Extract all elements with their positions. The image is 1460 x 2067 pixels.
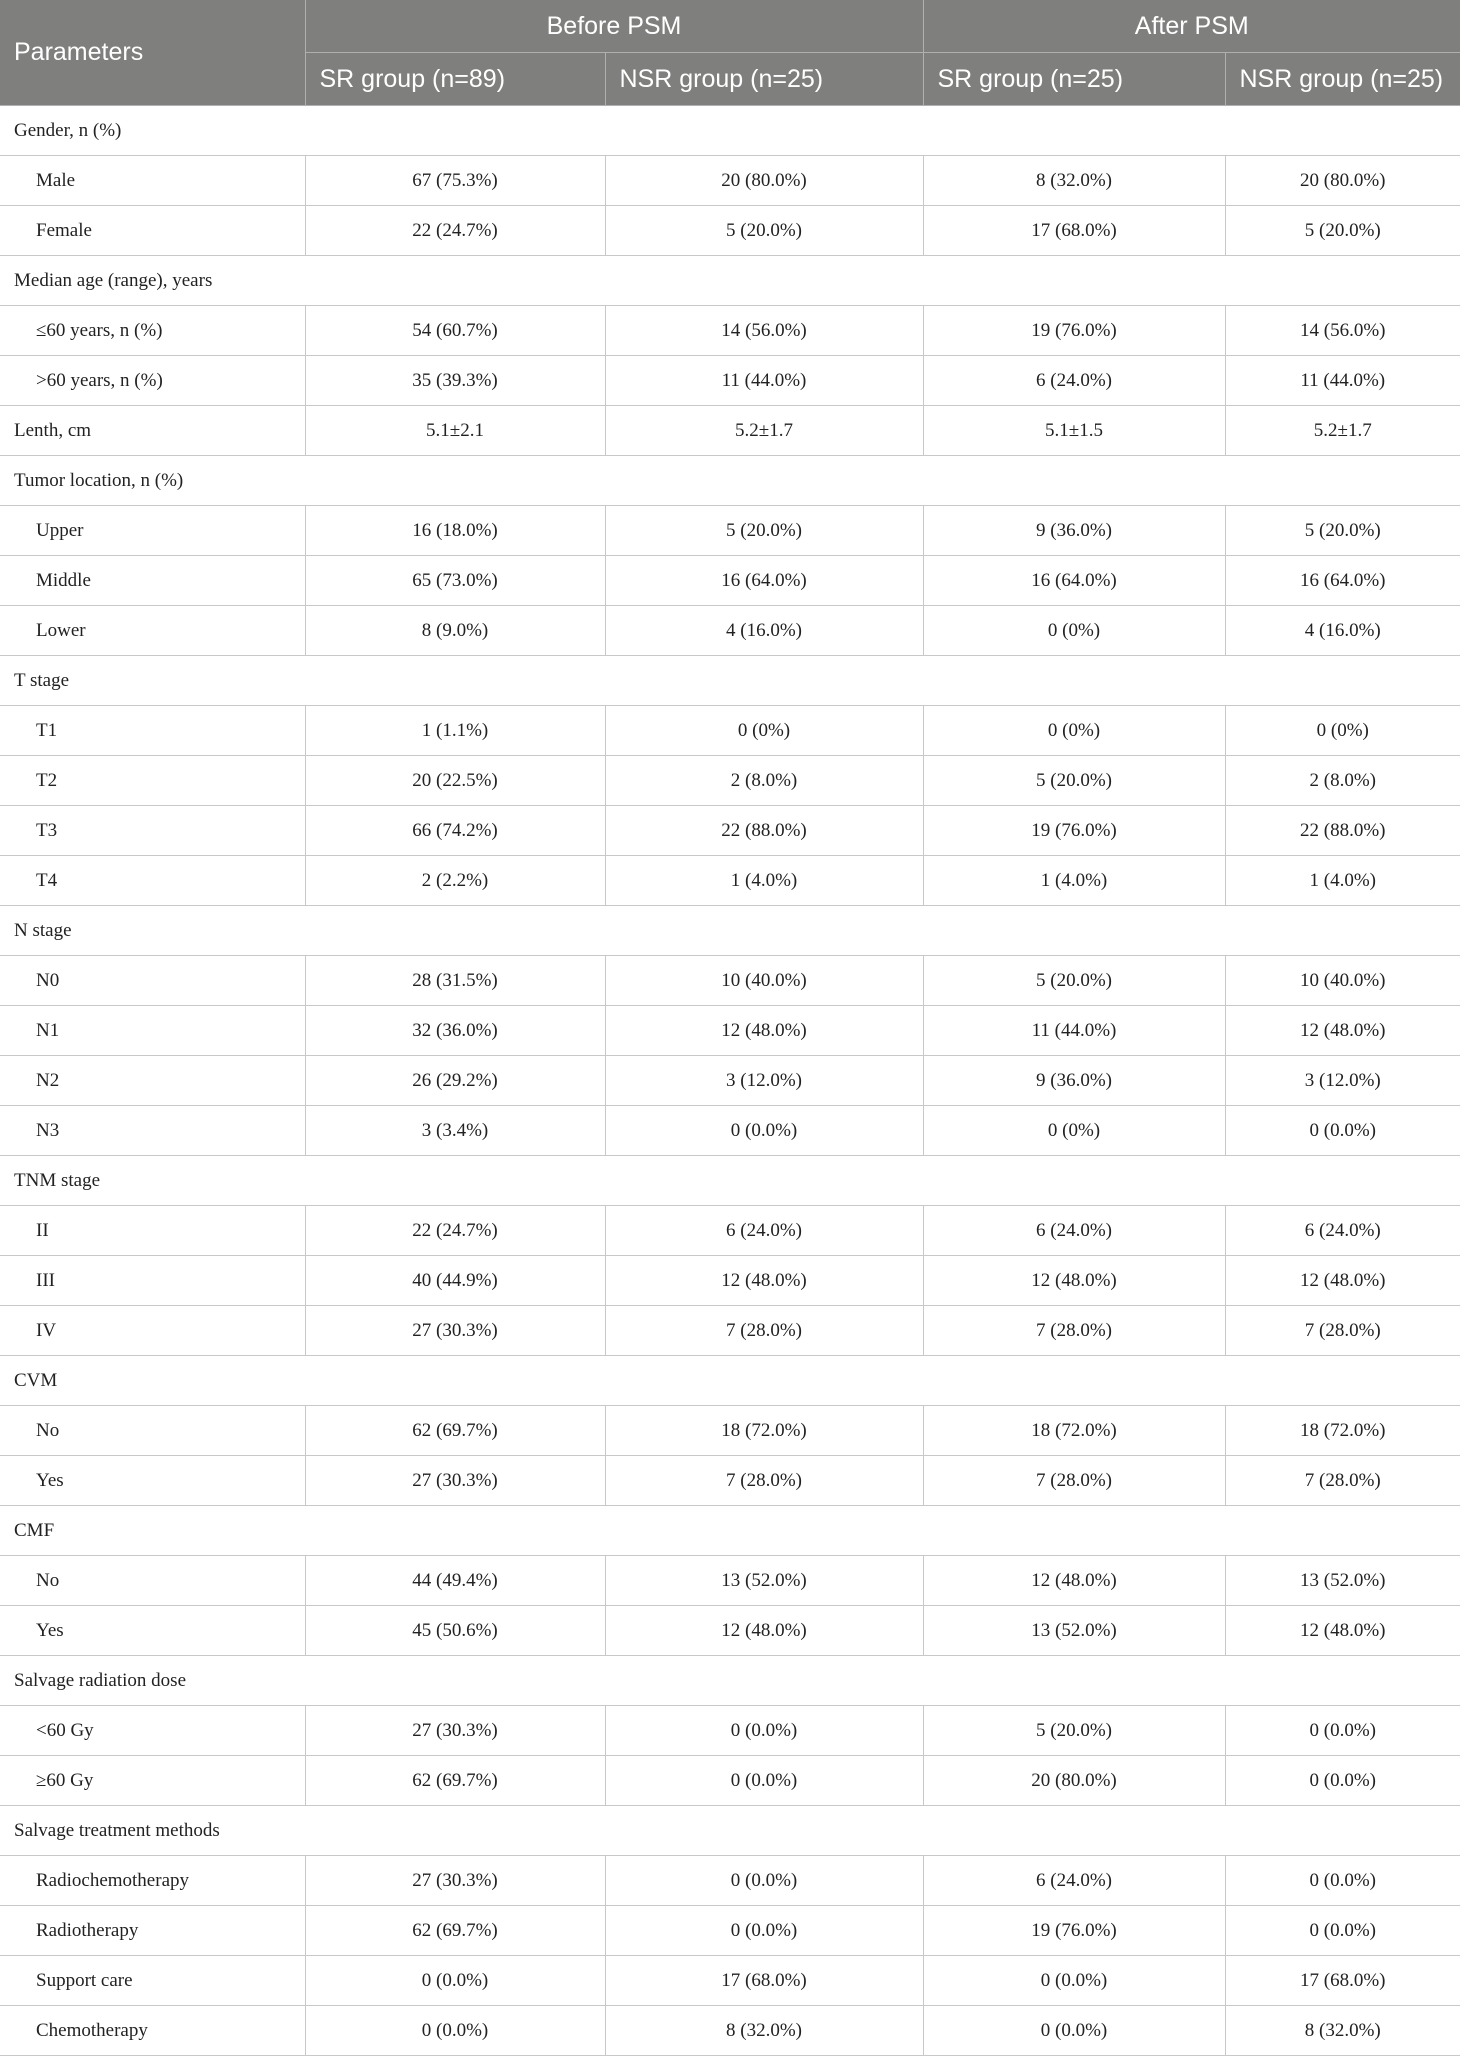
table-cell: 40 (44.9%) [305, 1256, 605, 1306]
table-cell: 2 (2.2%) [305, 856, 605, 906]
table-cell: 5 (20.0%) [923, 756, 1225, 806]
table-row [0, 1406, 1460, 1456]
table-row [0, 1106, 1460, 1156]
table-row [0, 306, 1460, 356]
table-cell: 14 (56.0%) [605, 306, 923, 356]
table-cell: 2 (8.0%) [605, 756, 923, 806]
table-row [0, 506, 1460, 556]
table-cell: 27 (30.3%) [305, 1456, 605, 1506]
table-cell: 5 (20.0%) [605, 506, 923, 556]
section-row [0, 1506, 1460, 1556]
row-label: No [0, 1406, 305, 1456]
table-row [0, 706, 1460, 756]
table-cell: 26 (29.2%) [305, 1056, 605, 1106]
table-cell: 27 (30.3%) [305, 1706, 605, 1756]
row-label: Support care [0, 1956, 305, 2006]
section-label: T stage [0, 656, 1460, 706]
table-cell: 66 (74.2%) [305, 806, 605, 856]
table-cell: 17 (68.0%) [605, 1956, 923, 2006]
table-cell: 1 (4.0%) [605, 856, 923, 906]
table-cell: 12 (48.0%) [1225, 1606, 1460, 1656]
header-row-groups [0, 0, 1460, 53]
table-cell: 1 (4.0%) [923, 856, 1225, 906]
table-cell: 13 (52.0%) [923, 1606, 1225, 1656]
table-row [0, 206, 1460, 256]
table-row [0, 1006, 1460, 1056]
section-row [0, 1156, 1460, 1206]
table-cell: 18 (72.0%) [923, 1406, 1225, 1456]
table-cell: 6 (24.0%) [923, 1206, 1225, 1256]
table-cell: 0 (0.0%) [1225, 1706, 1460, 1756]
table-cell: 6 (24.0%) [605, 1206, 923, 1256]
table-cell: 7 (28.0%) [1225, 1456, 1460, 1506]
table-row [0, 1856, 1460, 1906]
table-cell: 0 (0.0%) [1225, 1106, 1460, 1156]
row-label: Radiochemotherapy [0, 1856, 305, 1906]
table-cell: 0 (0.0%) [305, 1956, 605, 2006]
table-cell: 5 (20.0%) [605, 206, 923, 256]
table-row [0, 1756, 1460, 1806]
section-label: CMF [0, 1506, 1460, 1556]
table-cell: 4 (16.0%) [1225, 606, 1460, 656]
row-label: T4 [0, 856, 305, 906]
table-cell: 22 (24.7%) [305, 1206, 605, 1256]
table-cell: 19 (76.0%) [923, 806, 1225, 856]
table-cell: 8 (9.0%) [305, 606, 605, 656]
table-cell: 16 (64.0%) [1225, 556, 1460, 606]
row-label: No [0, 1556, 305, 1606]
table-cell: 28 (31.5%) [305, 956, 605, 1006]
table-cell: 65 (73.0%) [305, 556, 605, 606]
table-cell: 17 (68.0%) [1225, 1956, 1460, 2006]
table-header [0, 0, 1460, 106]
row-label: Yes [0, 1606, 305, 1656]
table-cell: 13 (52.0%) [1225, 1556, 1460, 1606]
table-row [0, 806, 1460, 856]
table-cell: 27 (30.3%) [305, 1306, 605, 1356]
table-cell: 12 (48.0%) [923, 1256, 1225, 1306]
table-cell: 12 (48.0%) [605, 1006, 923, 1056]
table-cell: 3 (3.4%) [305, 1106, 605, 1156]
header-after-psm: After PSM [923, 0, 1460, 53]
row-label: Lower [0, 606, 305, 656]
table-cell: 0 (0%) [1225, 706, 1460, 756]
table-cell: 0 (0.0%) [605, 1706, 923, 1756]
table-cell: 62 (69.7%) [305, 1756, 605, 1806]
section-row [0, 1806, 1460, 1856]
table-cell: 5 (20.0%) [1225, 506, 1460, 556]
table-cell: 54 (60.7%) [305, 306, 605, 356]
table-cell: 16 (18.0%) [305, 506, 605, 556]
table-cell: 18 (72.0%) [605, 1406, 923, 1456]
table-cell: 7 (28.0%) [923, 1306, 1225, 1356]
table-row [0, 606, 1460, 656]
table-cell: 3 (12.0%) [1225, 1056, 1460, 1106]
table-cell: 12 (48.0%) [605, 1256, 923, 1306]
table-cell: 22 (24.7%) [305, 206, 605, 256]
table-row [0, 1556, 1460, 1606]
table-cell: 16 (64.0%) [605, 556, 923, 606]
table-cell: 17 (68.0%) [923, 206, 1225, 256]
table-cell: 8 (32.0%) [1225, 2006, 1460, 2056]
table-cell: 1 (1.1%) [305, 706, 605, 756]
section-label: Median age (range), years [0, 256, 1460, 306]
table-cell: 0 (0.0%) [605, 1856, 923, 1906]
section-label: Tumor location, n (%) [0, 456, 1460, 506]
table-row [0, 1706, 1460, 1756]
section-row [0, 906, 1460, 956]
table-cell: 0 (0.0%) [605, 1906, 923, 1956]
header-before-psm: Before PSM [305, 0, 923, 53]
table-row [0, 1606, 1460, 1656]
table-cell: 44 (49.4%) [305, 1556, 605, 1606]
table-cell: 0 (0.0%) [305, 2006, 605, 2056]
row-label: <60 Gy [0, 1706, 305, 1756]
table-cell: 5 (20.0%) [923, 956, 1225, 1006]
table-cell: 16 (64.0%) [923, 556, 1225, 606]
table-cell: 13 (52.0%) [605, 1556, 923, 1606]
header-after-nsr-group: NSR group (n=25) [1225, 53, 1460, 106]
row-label: II [0, 1206, 305, 1256]
table-cell: 0 (0.0%) [605, 1756, 923, 1806]
row-label: T2 [0, 756, 305, 806]
table-cell: 7 (28.0%) [605, 1456, 923, 1506]
table-cell: 3 (12.0%) [605, 1056, 923, 1106]
table-cell: 0 (0%) [923, 706, 1225, 756]
table-cell: 12 (48.0%) [1225, 1006, 1460, 1056]
table-cell: 0 (0.0%) [1225, 1856, 1460, 1906]
table-cell: 12 (48.0%) [605, 1606, 923, 1656]
table-row [0, 2006, 1460, 2056]
row-label: Lenth, cm [0, 406, 305, 456]
table-cell: 19 (76.0%) [923, 1906, 1225, 1956]
table-cell: 7 (28.0%) [1225, 1306, 1460, 1356]
table-cell: 4 (16.0%) [605, 606, 923, 656]
table-cell: 10 (40.0%) [605, 956, 923, 1006]
table-cell: 20 (22.5%) [305, 756, 605, 806]
table-cell: 5 (20.0%) [1225, 206, 1460, 256]
table-cell: 62 (69.7%) [305, 1406, 605, 1456]
table-cell: 18 (72.0%) [1225, 1406, 1460, 1456]
table-cell: 11 (44.0%) [605, 356, 923, 406]
table-row [0, 1056, 1460, 1106]
table-row [0, 356, 1460, 406]
header-before-nsr-group: NSR group (n=25) [605, 53, 923, 106]
table-cell: 0 (0%) [923, 1106, 1225, 1156]
table-body [0, 106, 1460, 2056]
header-parameters: Parameters [0, 0, 305, 106]
table-cell: 12 (48.0%) [1225, 1256, 1460, 1306]
section-label: N stage [0, 906, 1460, 956]
section-row [0, 1356, 1460, 1406]
table-cell: 5 (20.0%) [923, 1706, 1225, 1756]
table-cell: 5.1±2.1 [305, 406, 605, 456]
table-cell: 7 (28.0%) [923, 1456, 1225, 1506]
table-cell: 14 (56.0%) [1225, 306, 1460, 356]
table-cell: 0 (0.0%) [923, 2006, 1225, 2056]
section-label: CVM [0, 1356, 1460, 1406]
table-cell: 27 (30.3%) [305, 1856, 605, 1906]
table-cell: 8 (32.0%) [605, 2006, 923, 2056]
row-label: T1 [0, 706, 305, 756]
table-cell: 9 (36.0%) [923, 506, 1225, 556]
table-cell: 0 (0.0%) [1225, 1906, 1460, 1956]
table-row [0, 1306, 1460, 1356]
table-row [0, 956, 1460, 1006]
table-row [0, 156, 1460, 206]
table-cell: 0 (0.0%) [923, 1956, 1225, 2006]
table-cell: 5.1±1.5 [923, 406, 1225, 456]
table-cell: 35 (39.3%) [305, 356, 605, 406]
table-cell: 11 (44.0%) [923, 1006, 1225, 1056]
section-row [0, 1656, 1460, 1706]
section-label: Gender, n (%) [0, 106, 1460, 156]
table-cell: 6 (24.0%) [923, 1856, 1225, 1906]
table-cell: 20 (80.0%) [923, 1756, 1225, 1806]
table-row [0, 856, 1460, 906]
table-cell: 22 (88.0%) [1225, 806, 1460, 856]
table-cell: 2 (8.0%) [1225, 756, 1460, 806]
table-cell: 62 (69.7%) [305, 1906, 605, 1956]
section-row [0, 656, 1460, 706]
row-label: N2 [0, 1056, 305, 1106]
table-cell: 10 (40.0%) [1225, 956, 1460, 1006]
table-cell: 11 (44.0%) [1225, 356, 1460, 406]
header-after-sr-group: SR group (n=25) [923, 53, 1225, 106]
table-cell: 32 (36.0%) [305, 1006, 605, 1056]
row-label: Middle [0, 556, 305, 606]
table-cell: 67 (75.3%) [305, 156, 605, 206]
row-label: Female [0, 206, 305, 256]
row-label: >60 years, n (%) [0, 356, 305, 406]
section-label: TNM stage [0, 1156, 1460, 1206]
table-row [0, 1956, 1460, 2006]
table-cell: 0 (0.0%) [605, 1106, 923, 1156]
table-cell: 5.2±1.7 [1225, 406, 1460, 456]
table-row [0, 1906, 1460, 1956]
section-label: Salvage treatment methods [0, 1806, 1460, 1856]
table-cell: 0 (0.0%) [1225, 1756, 1460, 1806]
table-row [0, 406, 1460, 456]
table-cell: 22 (88.0%) [605, 806, 923, 856]
row-label: Chemotherapy [0, 2006, 305, 2056]
row-label: N1 [0, 1006, 305, 1056]
row-label: ≥60 Gy [0, 1756, 305, 1806]
section-row [0, 256, 1460, 306]
table-cell: 20 (80.0%) [605, 156, 923, 206]
table-cell: 6 (24.0%) [1225, 1206, 1460, 1256]
table-cell: 0 (0%) [605, 706, 923, 756]
table-cell: 12 (48.0%) [923, 1556, 1225, 1606]
table-row [0, 1256, 1460, 1306]
row-label: Upper [0, 506, 305, 556]
table-cell: 0 (0%) [923, 606, 1225, 656]
row-label: T3 [0, 806, 305, 856]
table-cell: 45 (50.6%) [305, 1606, 605, 1656]
row-label: III [0, 1256, 305, 1306]
section-row [0, 106, 1460, 156]
table-cell: 1 (4.0%) [1225, 856, 1460, 906]
table-cell: 7 (28.0%) [605, 1306, 923, 1356]
row-label: IV [0, 1306, 305, 1356]
section-label: Salvage radiation dose [0, 1656, 1460, 1706]
table-row [0, 556, 1460, 606]
row-label: ≤60 years, n (%) [0, 306, 305, 356]
row-label: Yes [0, 1456, 305, 1506]
row-label: N3 [0, 1106, 305, 1156]
table-row [0, 756, 1460, 806]
row-label: N0 [0, 956, 305, 1006]
row-label: Radiotherapy [0, 1906, 305, 1956]
table-cell: 8 (32.0%) [923, 156, 1225, 206]
table-row [0, 1206, 1460, 1256]
table-cell: 19 (76.0%) [923, 306, 1225, 356]
row-label: Male [0, 156, 305, 206]
section-row [0, 456, 1460, 506]
table-row [0, 1456, 1460, 1506]
table-cell: 9 (36.0%) [923, 1056, 1225, 1106]
table-cell: 6 (24.0%) [923, 356, 1225, 406]
table-cell: 20 (80.0%) [1225, 156, 1460, 206]
header-before-sr-group: SR group (n=89) [305, 53, 605, 106]
table-cell: 5.2±1.7 [605, 406, 923, 456]
